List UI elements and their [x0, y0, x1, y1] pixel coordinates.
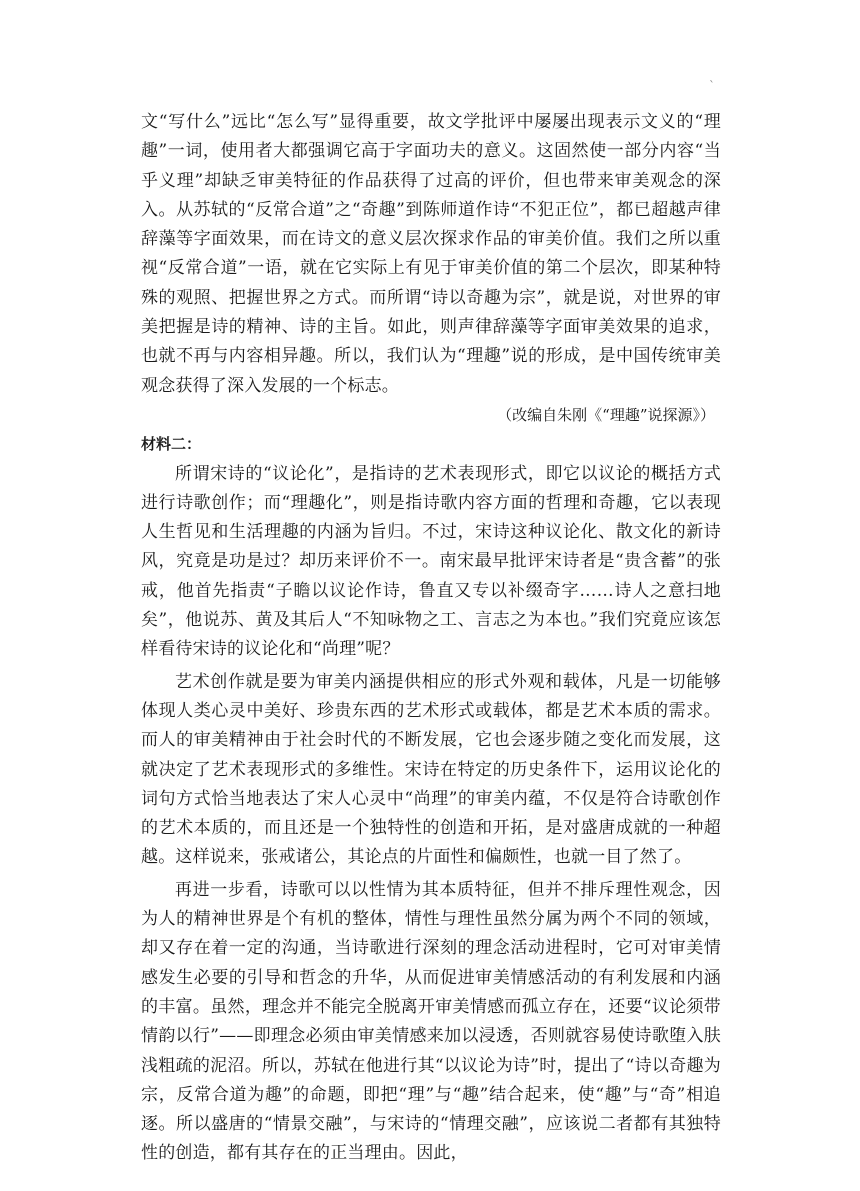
material-one-paragraph: 文“写什么”远比“怎么写”显得重要，故文学批评中屡屡出现表示文义的“理趣”一词，使用者大都强调它高于字面功夫的意义。这固然使一部分内容“当乎义理”却缺乏审美特征的作品获得了过高的评价，但也带来审美观念的深入。从苏轼的“反常合道”之“奇趣”到陈师道作诗“不犯正位”，都已超越声律辞藻等字面效果，而在诗文的意义层次探求作品的审美价值。我们之所以重视“反常合道”一语，就在它实际上有见于审美价值的第二个层次，即某种特殊的观照、把握世界之方式。而所谓“诗以奇趣为宗”，就是说，对世界的审美把握是诗的精神、诗的主旨。如此，则声律辞藻等字面审美效果的追求，也就不再与内容相异趣。所以，我们认为“理趣”说的形成，是中国传统审美观念获得了深入发展的一个标志。: [141, 112, 721, 396]
document-body: [141, 108, 721, 1169]
material-two-paragraph-2: 艺术创作就是要为审美内涵提供相应的形式外观和载体，凡是一切能够体现人类心灵中美好、珍贵东西的艺术形式或载体，都是艺术本质的需求。而人的审美精神由于社会时代的不断发展，它也会逐步随之变化而发展，这就决定了艺术表现形式的多维性。宋诗在特定的历史条件下，运用议论化的词句方式恰当地表达了宋人心灵中“尚理”的审美内蕴，不仅是符合诗歌创作的艺术本质的，而且还是一个独特性的创造和开拓，是对盛唐成就的一种超越。这样说来，张戒诸公，其论点的片面性和偏颇性，也就一目了然了。: [141, 671, 721, 868]
material-one-source: （改编自朱刚《“理趣”说探源》）: [497, 405, 715, 424]
material-two-paragraph-1: 所谓宋诗的“议论化”，是指诗的艺术表现形式，即它以议论的概括方式进行诗歌创作；而“理趣化”，则是指诗歌内容方面的哲理和奇趣，它以表现人生哲见和生活理趣的内涵为旨归。不过，宋诗这种议论化、散文化的新诗风，究竟是功是过？却历来评价不一。南宋最早批评宋诗者是“贵含蓄”的张戒，他首先指责“子瞻以议论作诗，鲁直又专以补缀奇字……诗人之意扫地矣”，他说苏、黄及其后人“不知咏物之工、言志之为本也。”我们究竟应该怎样看待宋诗的议论化和“尚理”呢？: [141, 463, 721, 660]
material-two-paragraph-3: 再进一步看，诗歌可以以性情为其本质特征，但并不排斥理性观念，因为人的精神世界是个有机的整体，情性与理性虽然分属为两个不同的领域，却又存在着一定的沟通，当诗歌进行深刻的理念活动进程时，它可对审美情感发生必要的引导和哲念的升华，从而促进审美情感活动的有利发展和内涵的丰富。虽然，理念并不能完全脱离开审美情感而孤立存在，还要“议论须带情韵以行”——即理念必须由审美情感来加以浸透，否则就容易使诗歌堕入肤浅粗疏的泥沼。所以，苏轼在他进行其“以议论为诗”时，提出了“诗以奇趣为宗，反常合道为趣”的命题，即把“理”与“趣”结合起来，使“趣”与“奇”相追逐。所以盛唐的“情景交融”，与宋诗的“情理交融”，应该说二者都有其独特性的创造，都有其存在的正当理由。因此，: [141, 879, 721, 1164]
corner-mark: `: [709, 79, 715, 93]
material-two-heading: 材料二：: [141, 435, 202, 454]
